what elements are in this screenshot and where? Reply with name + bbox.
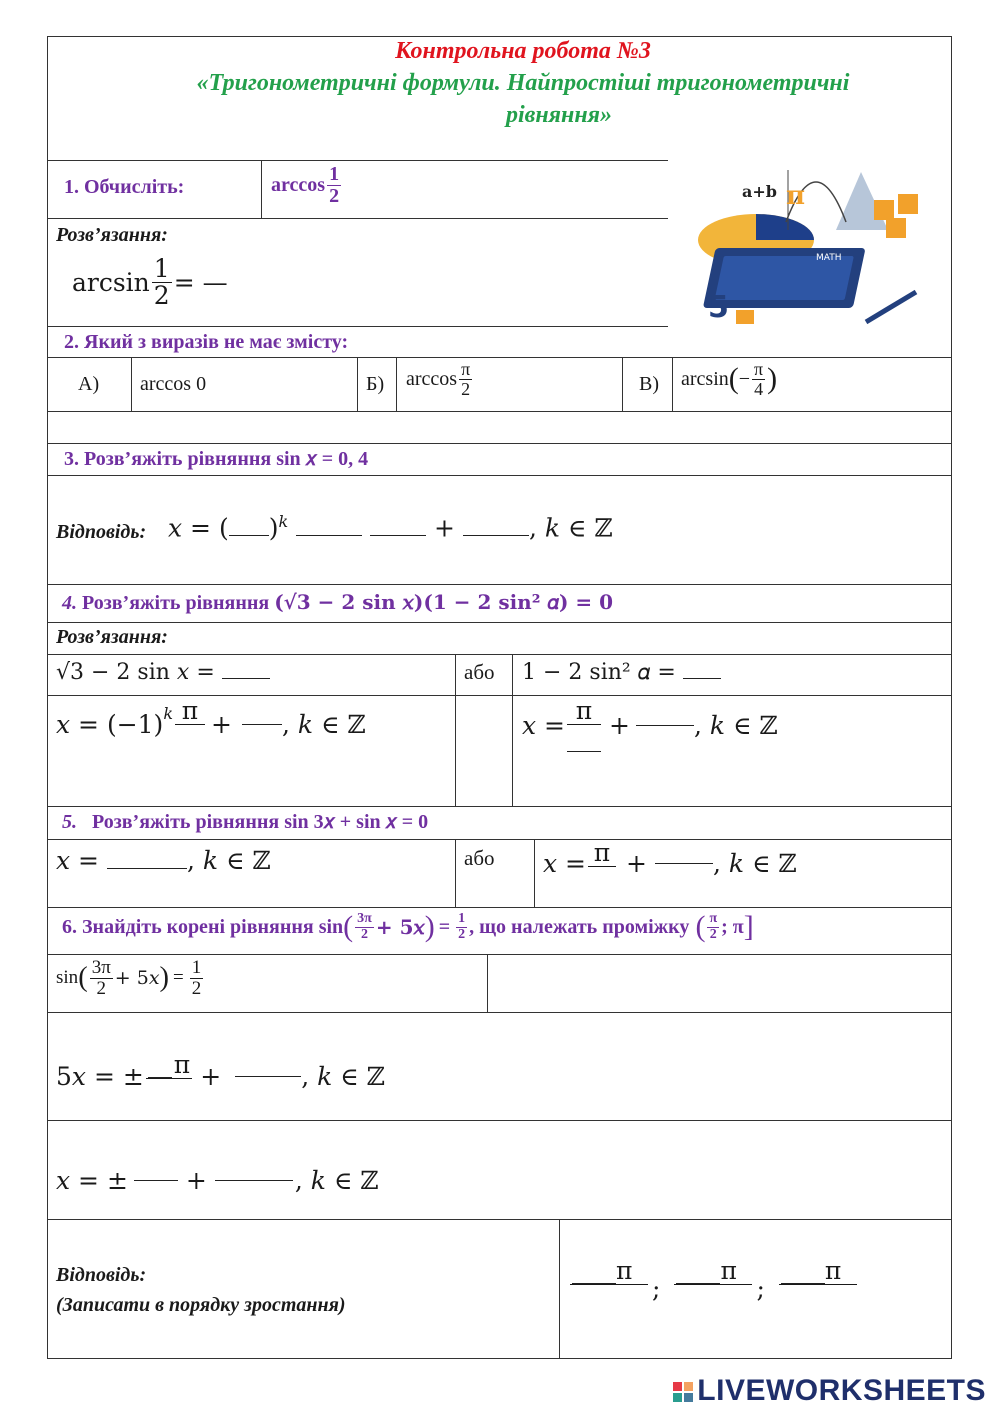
q1-expr-den: 2: [329, 185, 340, 207]
worksheet-subtitle-line2: рівняння»: [505, 102, 613, 128]
q6-label-open-paren: (: [343, 910, 354, 943]
q4-right-sol-end: , 𝑘 ∈ ℤ: [693, 710, 778, 740]
q5-right-plus: +: [626, 849, 647, 879]
q4-label-prefix: 4.: [62, 592, 77, 614]
q6-step1-fraction: [146, 1052, 192, 1101]
q3-blank-1[interactable]: [229, 535, 269, 536]
q6-interval-tail: ; π: [721, 915, 744, 938]
q5-or-label: або: [464, 846, 495, 870]
q6-eq-fn: sin: [56, 967, 79, 989]
q2-option-c-letter: В): [639, 373, 659, 395]
q3-label: 3. Розв’яжіть рівняння sin 𝑥 = 0, 4: [64, 448, 369, 470]
q1-solution: [72, 256, 228, 310]
q5-left-blank[interactable]: [107, 868, 187, 869]
q6-step2-plus: +: [185, 1166, 207, 1195]
logo-square: [684, 1382, 693, 1391]
q6-eq-mid: + 5𝑥: [114, 967, 160, 990]
row-divider: [47, 806, 952, 807]
row-divider: [47, 1012, 952, 1013]
col-divider: [261, 160, 262, 218]
col-divider: [455, 839, 456, 907]
q6-label-rhs-num: 1: [458, 910, 466, 926]
q2-option-b-den: 2: [461, 378, 471, 399]
q1-expr-fn: arccos: [271, 174, 326, 196]
q2-option-c-den: 4: [754, 378, 764, 399]
logo-square: [673, 1393, 682, 1402]
col-divider: [131, 357, 132, 411]
q6-label-tail: , що належать проміжку: [469, 915, 690, 938]
q4-right-eq-blank[interactable]: [683, 678, 721, 679]
q5-right-fraction: [588, 840, 616, 887]
worksheet-title: Контрольна робота №3: [395, 38, 651, 64]
q6-step2-fraction-1: [134, 1170, 178, 1191]
q1-solution-tail: = —: [173, 268, 228, 298]
q6-answer-2: [674, 1258, 752, 1295]
q3-blank-3[interactable]: [370, 535, 426, 536]
q2-option-c-fn: arcsin: [681, 367, 729, 390]
q6-label-equals: =: [438, 915, 451, 938]
q4-left-eq-text: √3 − 2 sin 𝑥 =: [56, 660, 215, 685]
row-divider: [47, 907, 952, 908]
q6-label-rhs-fraction: [456, 912, 467, 942]
q4-right-equation: [522, 660, 721, 685]
q5-right-denominator-blank[interactable]: [600, 867, 604, 887]
row-divider: [47, 622, 952, 623]
q6-step1: [56, 1052, 385, 1101]
q3-blank-2[interactable]: [296, 535, 362, 536]
logo-square: [673, 1382, 682, 1391]
q6-equation: [56, 958, 205, 999]
q6-step1-blank[interactable]: [235, 1076, 301, 1077]
q6-eq-rhs-fraction: [190, 958, 204, 999]
q4-right-sol-denominator-blank[interactable]: [567, 725, 601, 752]
q3-answer: [168, 512, 613, 542]
q6-label-text: 6. Знайдіть корені рівняння sin: [62, 915, 344, 938]
illustration-tag-0: a+b: [742, 182, 777, 201]
q5-left-start: 𝑥 =: [56, 846, 99, 875]
q6-step2-den-blank-1[interactable]: [134, 1181, 178, 1191]
q4-left-sol-start: 𝑥 = (−1): [56, 710, 164, 740]
q5-right-blank[interactable]: [655, 863, 713, 864]
q6-step2-start: 𝑥 = ±: [56, 1166, 128, 1195]
q1-label: 1. Обчисліть:: [64, 176, 185, 198]
math-illustration: [676, 152, 946, 334]
q6-answer-label: Відповідь:: [56, 1264, 147, 1286]
q5-left-solution: [56, 846, 271, 875]
q2-option-a-letter: А): [78, 373, 100, 395]
q6-label-frac-den: 2: [361, 926, 368, 942]
row-divider: [47, 218, 668, 219]
col-divider: [487, 954, 488, 1012]
q6-eq-frac-num: 3π: [91, 957, 111, 978]
q6-answer-1-sep: ;: [652, 1274, 661, 1303]
q6-eq-frac-den: 2: [96, 977, 106, 999]
liveworksheets-logo-text: LIVEWORKSHEETS: [697, 1374, 986, 1407]
q2-option-c-fraction: [752, 360, 765, 399]
q6-eq-fraction: [90, 958, 113, 999]
q5-right-pi: π: [588, 840, 616, 867]
q3-answer-close: ): [268, 513, 279, 543]
row-divider: [47, 1219, 952, 1220]
q6-answer-1-pi: π: [616, 1256, 633, 1285]
q6-answer-3-numerator: [779, 1258, 857, 1285]
q6-interval-num: π: [709, 910, 718, 926]
q5-left-end: , 𝑘 ∈ ℤ: [186, 846, 271, 875]
q4-right-sol-blank[interactable]: [636, 725, 694, 726]
col-divider: [357, 357, 358, 411]
q4-left-sol-fraction: [175, 698, 205, 751]
q6-step1-denominator-blank[interactable]: [167, 1079, 171, 1101]
q3-answer-label: Відповідь:: [56, 521, 147, 543]
q6-label-close-paren: ): [424, 910, 435, 943]
q4-left-solution: [56, 698, 366, 751]
liveworksheets-logo[interactable]: [673, 1374, 986, 1408]
q4-left-sol-pi: π: [175, 698, 205, 725]
q2-option-b-fn: arccos: [406, 367, 458, 390]
book-label: MATH: [816, 253, 842, 263]
q6-step2: [56, 1166, 379, 1195]
q6-answer-3: [779, 1258, 857, 1295]
q4-label-expression: (√3 − 2 sin 𝑥)(1 − 2 sin² 𝛼) = 0: [274, 590, 614, 614]
q6-answer-3-blank[interactable]: [781, 1283, 825, 1284]
illustration-tag-1: π: [786, 181, 806, 211]
q2-option-c[interactable]: [681, 360, 777, 399]
q2-option-a[interactable]: arccos 0: [140, 373, 207, 395]
q6-interval-den: 2: [709, 926, 717, 942]
q6-step1-pi: π: [173, 1050, 191, 1079]
q4-right-sol-pi: π: [567, 698, 601, 725]
q4-right-sol-plus: +: [609, 710, 630, 740]
q6-step2-num-blank-1[interactable]: [134, 1170, 178, 1181]
q6-step1-numerator: [146, 1052, 192, 1079]
q4-right-sol-fraction: [567, 698, 601, 752]
q6-step1-plus: +: [200, 1062, 222, 1092]
q2-option-c-sign: −: [738, 367, 751, 390]
row-divider: [47, 954, 952, 955]
logo-square: [684, 1393, 693, 1402]
worksheet-subtitle-line1: «Тригонометричні формули. Найпростіші тригонометричні: [196, 70, 850, 96]
row-divider: [47, 357, 952, 358]
col-divider: [622, 357, 623, 411]
q1-expr-num: 1: [329, 163, 340, 185]
col-divider: [512, 654, 513, 806]
q6-label-rhs-den: 2: [458, 926, 466, 942]
q6-answer-1-numerator: [570, 1258, 648, 1285]
q4-label-text: Розв’яжіть рівняння: [82, 592, 270, 614]
q2-option-c-open-paren: (: [728, 362, 739, 396]
q4-left-sol-denominator-blank[interactable]: [188, 725, 192, 751]
row-divider: [47, 584, 952, 585]
q2-option-b-fraction: [459, 360, 472, 399]
q2-label: 2. Який з виразів не має змісту:: [64, 331, 349, 353]
q1-solution-den: 2: [153, 281, 170, 311]
q6-label-mid: + 5𝑥: [375, 915, 425, 939]
q4-left-eq-blank[interactable]: [222, 678, 270, 679]
q4-left-sol-end: , 𝑘 ∈ ℤ: [281, 710, 366, 740]
q4-right-sol-start: 𝑥 =: [522, 710, 565, 740]
q3-answer-plus: +: [434, 513, 455, 543]
q5-label-prefix: 5.: [62, 811, 77, 833]
q6-interval-close: ]: [743, 910, 754, 943]
q3-answer-power: 𝑘: [278, 512, 289, 531]
row-divider: [47, 839, 952, 840]
math-illustration-svg: [676, 152, 946, 334]
q6-answer-2-pi: π: [720, 1256, 737, 1285]
q4-right-solution: [522, 698, 778, 752]
q1-solution-fraction: [152, 256, 172, 310]
row-divider: [47, 411, 952, 412]
col-divider: [559, 1219, 560, 1359]
q6-step1-end: , 𝑘 ∈ ℤ: [301, 1062, 385, 1092]
q2-option-b-letter: Б): [366, 373, 385, 395]
q6-step1-num-blank[interactable]: [148, 1077, 172, 1078]
q4-left-sol-power: 𝑘: [163, 704, 174, 723]
q3-blank-4[interactable]: [463, 535, 529, 536]
q4-left-sol-blank[interactable]: [242, 724, 282, 725]
q6-answer-1: [570, 1258, 648, 1295]
q1-solution-fn: arcsin: [72, 268, 150, 298]
col-divider: [534, 839, 535, 907]
row-divider: [47, 475, 952, 476]
q2-option-c-num: π: [754, 359, 764, 379]
q4-solution-label: Розв’язання:: [56, 626, 168, 648]
q2-option-b-num: π: [461, 359, 471, 379]
q6-answers: [568, 1258, 859, 1303]
col-divider: [672, 357, 673, 411]
q6-answer-2-sep: ;: [756, 1274, 765, 1303]
q6-eq-close-paren: ): [159, 962, 170, 994]
q5-right-start: 𝑥 =: [543, 849, 586, 879]
q6-step2-den-blank-2[interactable]: [215, 1181, 293, 1191]
q5-right-end: , 𝑘 ∈ ℤ: [712, 849, 797, 879]
q4-right-eq-text: 1 − 2 sin² 𝛼 =: [522, 660, 676, 685]
q6-answer-note: (Записати в порядку зростання): [56, 1294, 346, 1316]
row-divider: [47, 326, 668, 327]
q6-label: [62, 910, 754, 944]
illustration-tag-2: 5: [708, 290, 729, 325]
q6-eq-rhs-num: 1: [191, 957, 202, 978]
q6-eq-rhs-den: 2: [191, 977, 202, 999]
q6-eq-equals: =: [173, 967, 184, 989]
row-divider: [47, 443, 952, 444]
q6-step1-start: 5𝑥 = ±: [56, 1062, 144, 1092]
q6-label-fraction: [355, 912, 374, 942]
q6-answer-1-blank[interactable]: [572, 1283, 616, 1284]
q6-step2-num-blank-2[interactable]: [215, 1170, 293, 1181]
q5-label-text: Розв’яжіть рівняння sin 3𝑥 + sin 𝑥 = 0: [92, 811, 429, 833]
q1-solution-label: Розв’язання:: [56, 224, 168, 246]
row-divider: [47, 654, 952, 655]
liveworksheets-logo-mark: [673, 1382, 693, 1402]
q2-option-b[interactable]: [406, 360, 474, 399]
q1-solution-num: 1: [153, 254, 170, 283]
q6-eq-open-paren: (: [78, 962, 88, 994]
row-divider: [47, 160, 668, 161]
q5-label: [62, 811, 428, 834]
q6-label-frac-num: 3π: [357, 910, 372, 926]
q6-answer-3-pi: π: [824, 1256, 842, 1285]
q4-or-label: або: [464, 660, 495, 684]
col-divider: [396, 357, 397, 411]
q6-answer-2-numerator: [674, 1258, 752, 1285]
q6-interval-open: (: [695, 910, 706, 943]
q2-option-c-close-paren: ): [767, 362, 778, 396]
col-divider: [455, 654, 456, 806]
q1-expr-fraction: [327, 164, 341, 207]
q3-answer-end: , 𝑘 ∈ ℤ: [528, 513, 613, 543]
q5-right-solution: [543, 840, 797, 887]
q6-interval-fraction: [707, 912, 719, 942]
q6-answer-2-blank[interactable]: [676, 1283, 720, 1284]
row-divider: [47, 1120, 952, 1121]
q3-answer-start: 𝑥 = (: [168, 513, 229, 543]
q6-step2-end: , 𝑘 ∈ ℤ: [294, 1166, 379, 1195]
q1-expression: [271, 164, 343, 207]
q6-step2-fraction-2: [215, 1170, 293, 1191]
q4-left-sol-plus: +: [211, 710, 232, 740]
q4-label: [62, 590, 613, 615]
q4-left-equation: [56, 660, 270, 685]
